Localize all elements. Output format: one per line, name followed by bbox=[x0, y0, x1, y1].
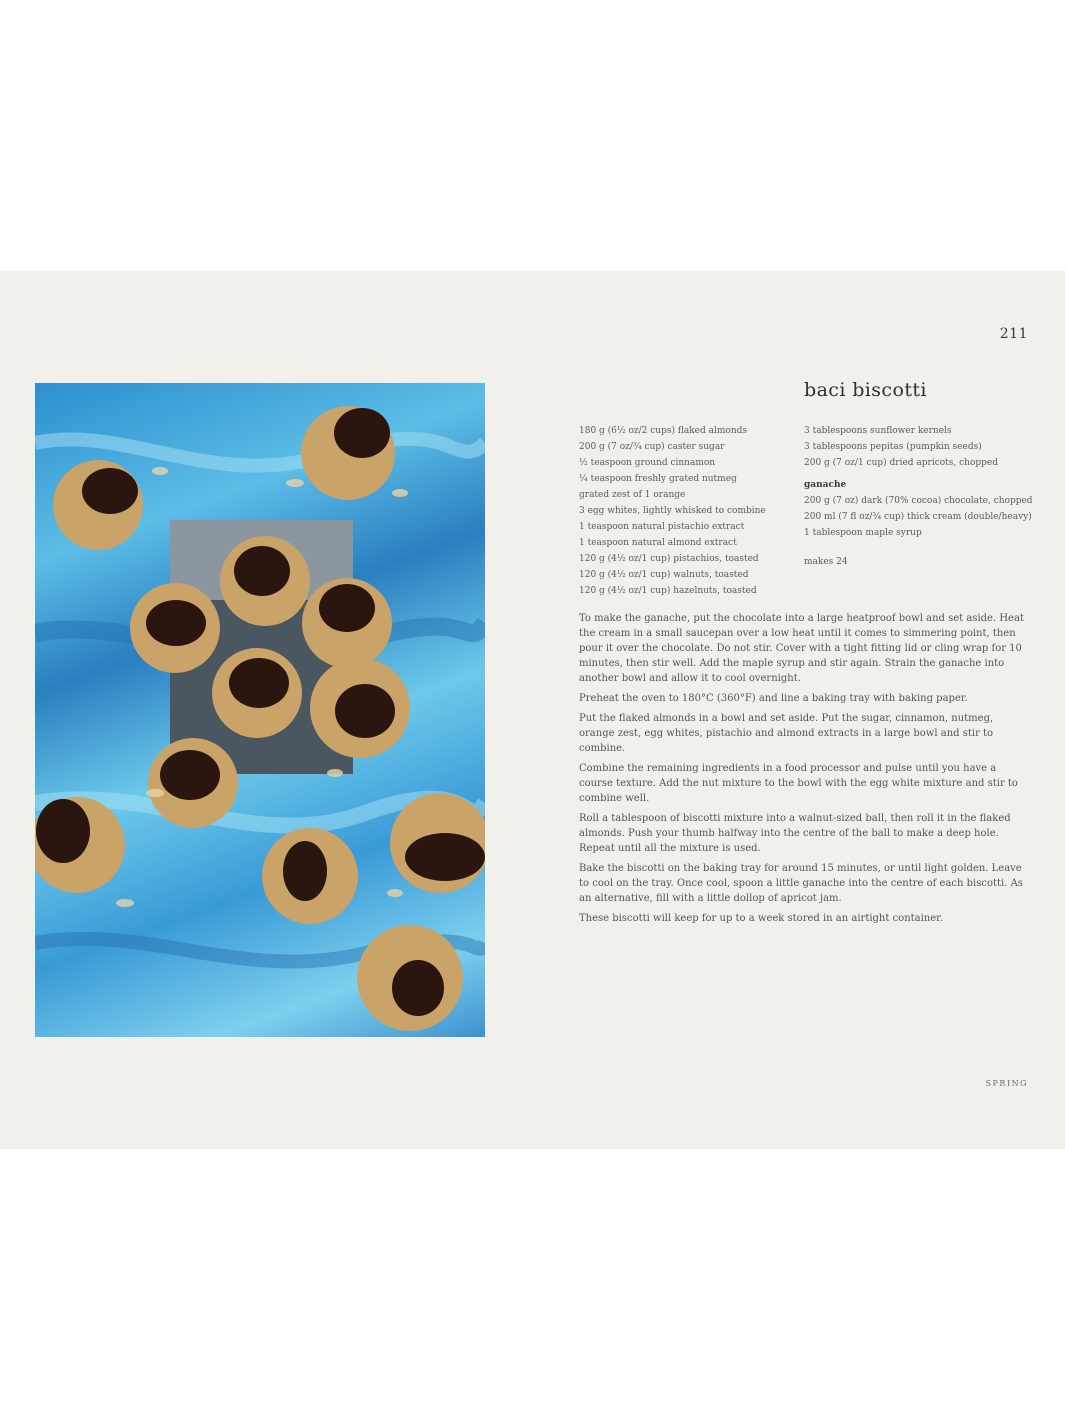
ingredient-item: ½ teaspoon ground cinnamon bbox=[579, 458, 716, 468]
ganache-item: 1 tablespoon maple syrup bbox=[804, 528, 922, 538]
ingredient-item: 200 g (7 oz/1 cup) dried apricots, chopped bbox=[804, 458, 998, 468]
ingredient-item: 120 g (4½ oz/1 cup) hazelnuts, toasted bbox=[579, 586, 757, 596]
biscotti-illustration bbox=[35, 383, 485, 1037]
ingredient-list-right bbox=[804, 423, 1033, 570]
method-text bbox=[579, 611, 1029, 931]
ingredient-item: 3 tablespoons pepitas (pumpkin seeds) bbox=[804, 442, 982, 452]
ganache-item: 200 ml (7 fl oz/¾ cup) thick cream (double/heavy) bbox=[804, 512, 1032, 522]
method-paragraph: Bake the biscotti on the baking tray for around 15 minutes, or until light golden. Leave to cool on the tray. Once cool, spoon a little ganache into the centre of each biscotti. As an alternative, fill with a little dollop of apricot jam. bbox=[579, 863, 1023, 904]
ganache-heading: ganache bbox=[804, 480, 847, 490]
yield-text: makes 24 bbox=[804, 557, 848, 567]
ingredient-item: 180 g (6½ oz/2 cups) flaked almonds bbox=[579, 426, 747, 436]
recipe-photo bbox=[35, 383, 485, 1037]
method-paragraph: Combine the remaining ingredients in a food processor and pulse until you have a course texture. Add the nut mixture to the bowl with the egg white mixture and stir to combine well. bbox=[579, 763, 1018, 804]
method-paragraph: Put the flaked almonds in a bowl and set aside. Put the sugar, cinnamon, nutmeg, orange zest, egg whites, pistachio and almond extracts in a large bowl and stir to combine. bbox=[579, 713, 994, 754]
method-paragraph: Roll a tablespoon of biscotti mixture into a walnut-sized ball, then roll it in the flaked almonds. Push your thumb halfway into the centre of the ball to make a deep hole. Repeat until all the mixture is used. bbox=[579, 813, 1011, 854]
recipe-title: baci biscotti bbox=[804, 379, 927, 401]
page-number: 211 bbox=[999, 326, 1028, 342]
ganache-item: 200 g (7 oz) dark (70% cocoa) chocolate, chopped bbox=[804, 496, 1033, 506]
book-page bbox=[0, 271, 1065, 1149]
method-paragraph: To make the ganache, put the chocolate into a large heatproof bowl and set aside. Heat the cream in a small saucepan over a low heat until it comes to simmering point, then pour it over the chocolate. Do not stir. Cover with a tight fitting lid or cling wrap for 10 minutes, then stir well. Add the maple syrup and stir again. Strain the ganache into another bowl and allow it to cool overnight. bbox=[579, 613, 1024, 684]
ingredient-item: 1 teaspoon natural pistachio extract bbox=[579, 522, 745, 532]
ingredient-item: 200 g (7 oz/¾ cup) caster sugar bbox=[579, 442, 725, 452]
method-paragraph: Preheat the oven to 180°C (360°F) and line a baking tray with baking paper. bbox=[579, 693, 968, 704]
method-paragraph: These biscotti will keep for up to a week stored in an airtight container. bbox=[579, 913, 944, 924]
ingredient-item: ¼ teaspoon freshly grated nutmeg bbox=[579, 474, 737, 484]
ingredient-item: 1 teaspoon natural almond extract bbox=[579, 538, 737, 548]
ingredient-item: 3 tablespoons sunflower kernels bbox=[804, 426, 952, 436]
ingredient-item: 120 g (4½ oz/1 cup) walnuts, toasted bbox=[579, 570, 749, 580]
ingredient-list-left bbox=[579, 423, 766, 599]
section-label: SPRING bbox=[985, 1079, 1028, 1088]
ingredient-item: 120 g (4½ oz/1 cup) pistachios, toasted bbox=[579, 554, 759, 564]
ingredient-item: grated zest of 1 orange bbox=[579, 490, 686, 500]
ingredient-item: 3 egg whites, lightly whisked to combine bbox=[579, 506, 766, 516]
